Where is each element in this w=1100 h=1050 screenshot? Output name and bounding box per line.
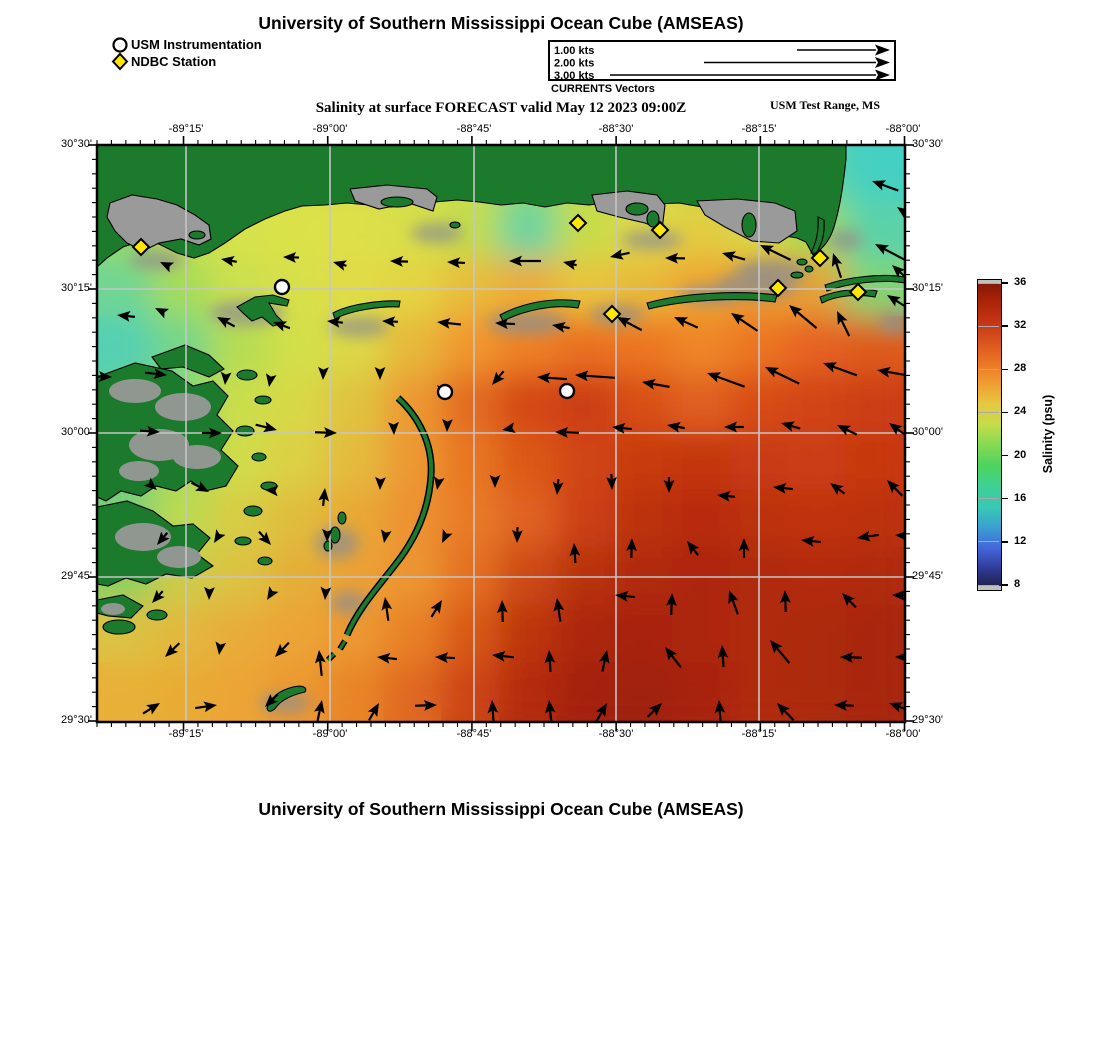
lon-tick-label-bottom: -88°15' (741, 728, 777, 740)
colorbar-tick (1001, 369, 1008, 371)
river-marsh (626, 203, 648, 215)
colorbar-tick-label: 16 (1014, 491, 1027, 504)
bay-peninsula (381, 197, 413, 207)
bay-spit (189, 231, 205, 239)
lon-tick-label-bottom: -88°00' (885, 728, 921, 740)
salinity-cell (557, 489, 619, 551)
usm-instrumentation-marker (275, 280, 289, 294)
sediment-smudge (622, 230, 682, 250)
salinity-cell (326, 201, 388, 263)
islet (338, 512, 346, 524)
colorbar-tick (1001, 541, 1008, 543)
scale-arrow-label: 3.00 kts (554, 70, 595, 79)
colorbar-gridline (978, 455, 999, 456)
salinity-cell (788, 432, 850, 494)
salinity-cell (672, 605, 734, 667)
salinity-cell (845, 662, 907, 724)
salinity-cell (557, 605, 619, 667)
salinity-cell (614, 316, 676, 378)
bay-marsh (742, 213, 756, 237)
salinity-cell (384, 662, 446, 724)
salinity-cell (326, 662, 388, 724)
salinity-cell (672, 316, 734, 378)
lat-tick-label-left: 29°45' (61, 570, 92, 582)
salinity-cell (845, 143, 907, 205)
colorbar-title: Salinity (psu) (1041, 394, 1055, 474)
salinity-cell (499, 432, 561, 494)
usm-instrumentation-marker (560, 384, 574, 398)
bottom-title: University of Southern Mississippi Ocean Cube (AMSEAS) (258, 799, 744, 819)
colorbar-gridline (978, 498, 999, 499)
colorbar-tick (1001, 455, 1008, 457)
colorbar-gridline (978, 412, 999, 413)
scale-arrow-head (875, 57, 890, 68)
colorbar-gridline (978, 585, 999, 586)
lon-tick-label-top: -88°00' (885, 123, 921, 135)
salinity-cell (614, 605, 676, 667)
currents-scale-box (548, 40, 896, 81)
salinity-cell (672, 374, 734, 436)
page-title: University of Southern Mississippi Ocean Cube (AMSEAS) (258, 13, 744, 33)
usm-instrumentation-marker (438, 385, 452, 399)
colorbar-tick (1001, 412, 1008, 414)
islet (791, 272, 803, 278)
salinity-cell (499, 201, 561, 263)
colorbar-tick-label: 36 (1014, 276, 1027, 288)
colorbar-gridline (978, 283, 999, 284)
ndbc-station-label: NDBC Station (131, 54, 217, 69)
colorbar-tick-label: 32 (1014, 319, 1027, 332)
salinity-cell (788, 605, 850, 667)
colorbar-tick-label: 24 (1014, 405, 1027, 418)
colorbar-tick (1001, 282, 1008, 284)
salinity-map (87, 135, 915, 732)
marker-legend-symbols (108, 34, 132, 74)
lon-tick-label-top: -89°15' (168, 123, 204, 135)
salinity-cell (672, 662, 734, 724)
scale-arrow-head (875, 45, 890, 56)
salinity-cell (672, 432, 734, 494)
currents-scale-arrows (550, 42, 894, 79)
salinity-cell (730, 489, 792, 551)
ndbc-station-icon (113, 54, 127, 69)
lat-tick-label-right: 29°45' (912, 570, 943, 582)
usm-instrumentation-icon (114, 39, 127, 52)
salinity-cell (845, 432, 907, 494)
salinity-cell (730, 605, 792, 667)
colorbar-tick-label: 20 (1014, 448, 1027, 461)
salinity-cell (614, 489, 676, 551)
colorbar-gridline (978, 369, 999, 370)
lon-tick-label-bottom: -89°00' (312, 728, 348, 740)
salinity-cell (730, 316, 792, 378)
salinity-cell (499, 489, 561, 551)
lat-tick-label-left: 30°15' (61, 282, 92, 294)
salinity-cell (614, 662, 676, 724)
islet (330, 527, 340, 543)
salinity-cell (153, 662, 215, 724)
salinity-cell (210, 605, 272, 667)
salinity-cell (845, 489, 907, 551)
islet (805, 266, 813, 272)
colorbar-tick-label: 12 (1014, 534, 1027, 547)
salinity-cell (95, 662, 157, 724)
salinity-cell (557, 662, 619, 724)
salinity-cell (268, 432, 330, 494)
currents-caption: CURRENTS Vectors (551, 83, 655, 95)
lon-tick-label-top: -88°15' (741, 123, 777, 135)
scale-arrow-label: 1.00 kts (554, 45, 595, 57)
usm-instrumentation-label: USM Instrumentation (131, 37, 262, 52)
colorbar-tick (1001, 325, 1008, 327)
lon-tick-label-bottom: -88°45' (456, 728, 492, 740)
salinity-cell (788, 662, 850, 724)
lon-tick-label-bottom: -88°30' (598, 728, 634, 740)
salinity-cell (730, 432, 792, 494)
islet (797, 259, 807, 265)
lat-tick-label-right: 29°30' (912, 714, 943, 726)
islet (450, 222, 460, 228)
scale-arrow-label: 2.00 kts (554, 57, 595, 70)
colorbar-tick-label: 8 (1014, 578, 1021, 590)
forecast-subtitle: Salinity at surface FORECAST valid May 12 2023 09:00Z (315, 100, 687, 116)
lon-tick-label-bottom: -89°15' (168, 728, 204, 740)
salinity-cell (326, 374, 388, 436)
colorbar-gridline (978, 326, 999, 327)
salinity-cell (557, 432, 619, 494)
salinity-cell (268, 374, 330, 436)
colorbar-tick (1001, 584, 1008, 586)
lon-tick-label-top: -89°00' (312, 123, 348, 135)
colorbar-gridline (978, 541, 999, 542)
lat-tick-label-left: 30°30' (61, 138, 92, 150)
lat-tick-label-left: 30°00' (61, 426, 92, 438)
colorbar-tick-label: 28 (1014, 362, 1027, 375)
salinity-cell (441, 489, 503, 551)
colorbar-tick (1001, 498, 1008, 500)
lon-tick-label-top: -88°45' (456, 123, 492, 135)
salinity-cell (210, 662, 272, 724)
lat-tick-label-right: 30°30' (912, 138, 943, 150)
lon-tick-label-top: -88°30' (598, 123, 634, 135)
test-range-label: USM Test Range, MS (770, 98, 881, 112)
scale-arrow-head (875, 70, 890, 80)
lat-tick-label-right: 30°00' (912, 426, 943, 438)
lat-tick-label-right: 30°15' (912, 282, 943, 294)
lat-tick-label-left: 29°30' (61, 714, 92, 726)
